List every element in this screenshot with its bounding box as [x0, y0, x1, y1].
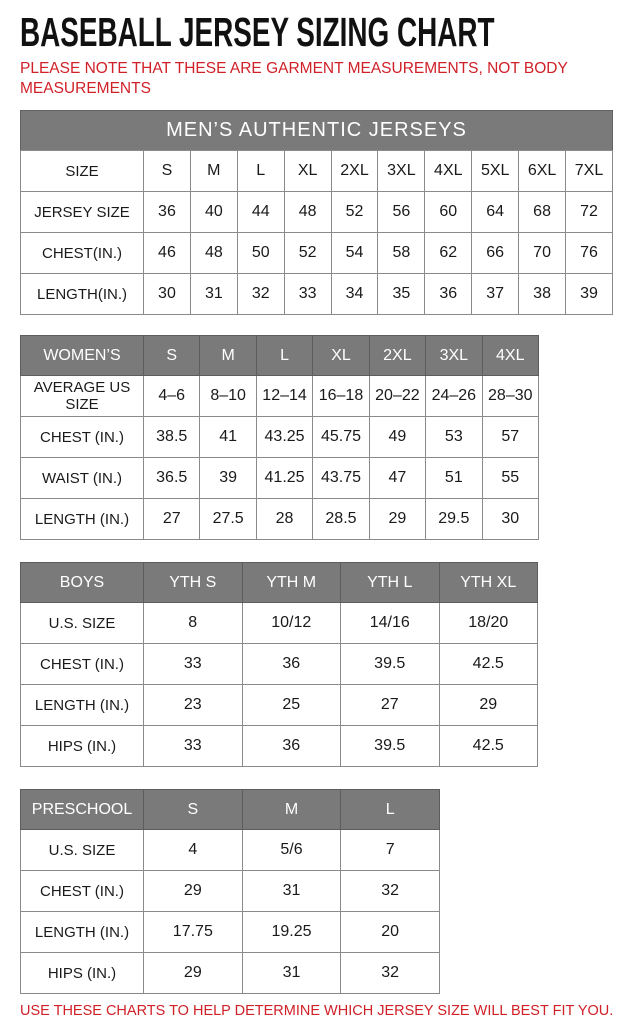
data-cell: 45.75	[313, 417, 369, 458]
data-cell: 12–14	[256, 376, 312, 417]
data-cell: 6XL	[519, 151, 566, 192]
data-cell: 48	[284, 192, 331, 233]
data-cell: 36	[242, 726, 341, 767]
table-row	[21, 458, 539, 499]
row-label: HIPS (IN.)	[21, 726, 144, 767]
data-cell: 8	[144, 603, 243, 644]
table-row	[21, 233, 613, 274]
header-cell: 2XL	[369, 336, 425, 376]
data-cell: 18/20	[439, 603, 538, 644]
data-cell: 25	[242, 685, 341, 726]
data-cell: 29.5	[426, 499, 482, 540]
data-cell: 20	[341, 912, 440, 953]
data-cell: 50	[237, 233, 284, 274]
data-cell: 37	[472, 274, 519, 315]
row-label: CHEST (IN.)	[21, 417, 144, 458]
header-cell: S	[144, 790, 243, 830]
data-cell: 47	[369, 458, 425, 499]
preschool-sizing-table	[20, 789, 440, 994]
data-cell: 2XL	[331, 151, 378, 192]
data-cell: 29	[144, 871, 243, 912]
data-cell: 31	[242, 953, 341, 994]
header-cell: M	[242, 790, 341, 830]
table-row	[21, 151, 613, 192]
data-cell: 42.5	[439, 644, 538, 685]
data-cell: 33	[144, 644, 243, 685]
data-cell: 56	[378, 192, 425, 233]
data-cell: 14/16	[341, 603, 440, 644]
data-cell: 66	[472, 233, 519, 274]
data-cell: 38.5	[144, 417, 200, 458]
fit-advice-note: USE THESE CHARTS TO HELP DETERMINE WHICH JERSEY SIZE WILL BEST FIT YOU.	[20, 1003, 614, 1020]
data-cell: 57	[482, 417, 538, 458]
data-cell: 46	[144, 233, 191, 274]
data-cell: 36.5	[144, 458, 200, 499]
data-cell: 39.5	[341, 726, 440, 767]
header-cell: L	[256, 336, 312, 376]
mens-sizing-table	[20, 150, 613, 315]
data-cell: S	[144, 151, 191, 192]
table-row	[21, 871, 440, 912]
data-cell: 19.25	[242, 912, 341, 953]
data-cell: 28	[256, 499, 312, 540]
header-cell: M	[200, 336, 256, 376]
data-cell: 43.25	[256, 417, 312, 458]
data-cell: 68	[519, 192, 566, 233]
header-cell: L	[341, 790, 440, 830]
data-cell: 39.5	[341, 644, 440, 685]
table-row	[21, 726, 538, 767]
data-cell: 4	[144, 830, 243, 871]
data-cell: 32	[341, 871, 440, 912]
mens-section-banner: MEN’S AUTHENTIC JERSEYS	[20, 110, 613, 150]
data-cell: 52	[331, 192, 378, 233]
data-cell: 41.25	[256, 458, 312, 499]
table-row	[21, 499, 539, 540]
row-label: LENGTH (IN.)	[21, 685, 144, 726]
table-row	[21, 953, 440, 994]
data-cell: 34	[331, 274, 378, 315]
header-label: WOMEN’S	[21, 336, 144, 376]
header-cell: YTH S	[144, 563, 243, 603]
data-cell: 36	[425, 274, 472, 315]
data-cell: 24–26	[426, 376, 482, 417]
row-label: LENGTH (IN.)	[21, 912, 144, 953]
data-cell: 29	[144, 953, 243, 994]
row-label: JERSEY SIZE	[21, 192, 144, 233]
header-label: PRESCHOOL	[21, 790, 144, 830]
table-row	[21, 192, 613, 233]
data-cell: 30	[482, 499, 538, 540]
data-cell: 5XL	[472, 151, 519, 192]
table-header-row	[21, 336, 539, 376]
garment-measurements-note: PLEASE NOTE THAT THESE ARE GARMENT MEASUREMENTS, NOT BODY MEASUREMENTS	[20, 60, 568, 98]
page-title: BASEBALL JERSEY SIZING CHART	[20, 9, 495, 55]
data-cell: 27	[144, 499, 200, 540]
data-cell: 42.5	[439, 726, 538, 767]
header-cell: XL	[313, 336, 369, 376]
data-cell: 10/12	[242, 603, 341, 644]
header-cell: 3XL	[426, 336, 482, 376]
data-cell: 62	[425, 233, 472, 274]
header-cell: S	[144, 336, 200, 376]
table-header-row	[21, 790, 440, 830]
data-cell: 3XL	[378, 151, 425, 192]
table-row	[21, 603, 538, 644]
data-cell: 4–6	[144, 376, 200, 417]
header-cell: YTH M	[242, 563, 341, 603]
boys-sizing-table	[20, 562, 538, 767]
data-cell: 31	[242, 871, 341, 912]
header-cell: YTH XL	[439, 563, 538, 603]
data-cell: 35	[378, 274, 425, 315]
data-cell: 16–18	[313, 376, 369, 417]
data-cell: 38	[519, 274, 566, 315]
header-cell: YTH L	[341, 563, 440, 603]
data-cell: 60	[425, 192, 472, 233]
row-label: LENGTH(IN.)	[21, 274, 144, 315]
data-cell: 30	[144, 274, 191, 315]
data-cell: 5/6	[242, 830, 341, 871]
data-cell: 29	[439, 685, 538, 726]
table-row	[21, 376, 539, 417]
data-cell: 8–10	[200, 376, 256, 417]
table-row	[21, 685, 538, 726]
data-cell: 58	[378, 233, 425, 274]
row-label: CHEST (IN.)	[21, 871, 144, 912]
data-cell: 51	[426, 458, 482, 499]
womens-sizing-table	[20, 335, 539, 540]
row-label: LENGTH (IN.)	[21, 499, 144, 540]
data-cell: M	[190, 151, 237, 192]
row-label: CHEST (IN.)	[21, 644, 144, 685]
data-cell: 54	[331, 233, 378, 274]
data-cell: 39	[566, 274, 613, 315]
data-cell: 44	[237, 192, 284, 233]
table-header-row	[21, 563, 538, 603]
row-label: AVERAGE US SIZE	[21, 376, 144, 417]
header-cell: 4XL	[482, 336, 538, 376]
row-label: CHEST(IN.)	[21, 233, 144, 274]
data-cell: 33	[144, 726, 243, 767]
data-cell: 48	[190, 233, 237, 274]
data-cell: 32	[341, 953, 440, 994]
data-cell: 23	[144, 685, 243, 726]
data-cell: 20–22	[369, 376, 425, 417]
data-cell: 33	[284, 274, 331, 315]
data-cell: 36	[144, 192, 191, 233]
table-row	[21, 417, 539, 458]
data-cell: 40	[190, 192, 237, 233]
data-cell: 39	[200, 458, 256, 499]
data-cell: 17.75	[144, 912, 243, 953]
table-row	[21, 644, 538, 685]
table-row	[21, 912, 440, 953]
data-cell: 52	[284, 233, 331, 274]
data-cell: 53	[426, 417, 482, 458]
data-cell: 36	[242, 644, 341, 685]
row-label: HIPS (IN.)	[21, 953, 144, 994]
data-cell: 70	[519, 233, 566, 274]
data-cell: 27.5	[200, 499, 256, 540]
data-cell: 41	[200, 417, 256, 458]
data-cell: 4XL	[425, 151, 472, 192]
data-cell: 55	[482, 458, 538, 499]
row-label: WAIST (IN.)	[21, 458, 144, 499]
header-label: BOYS	[21, 563, 144, 603]
data-cell: 28.5	[313, 499, 369, 540]
data-cell: 29	[369, 499, 425, 540]
data-cell: 7	[341, 830, 440, 871]
data-cell: 7XL	[566, 151, 613, 192]
data-cell: L	[237, 151, 284, 192]
row-label: SIZE	[21, 151, 144, 192]
table-row	[21, 830, 440, 871]
data-cell: 43.75	[313, 458, 369, 499]
row-label: U.S. SIZE	[21, 830, 144, 871]
data-cell: 72	[566, 192, 613, 233]
data-cell: 31	[190, 274, 237, 315]
data-cell: 32	[237, 274, 284, 315]
data-cell: 28–30	[482, 376, 538, 417]
data-cell: XL	[284, 151, 331, 192]
row-label: U.S. SIZE	[21, 603, 144, 644]
data-cell: 49	[369, 417, 425, 458]
data-cell: 27	[341, 685, 440, 726]
data-cell: 64	[472, 192, 519, 233]
table-row	[21, 274, 613, 315]
data-cell: 76	[566, 233, 613, 274]
